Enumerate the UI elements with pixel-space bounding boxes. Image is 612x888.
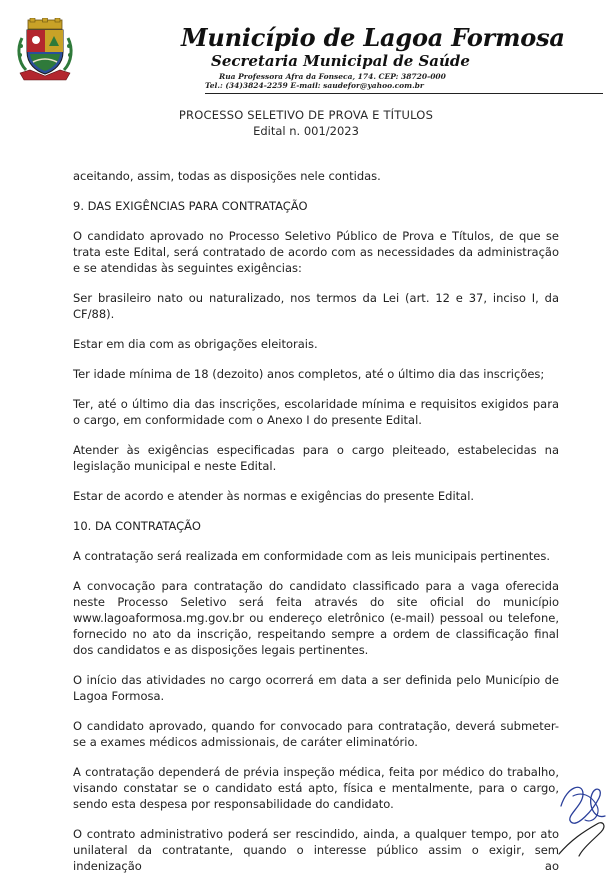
document-body: [73, 168, 559, 888]
signature-initials-icon: [553, 776, 611, 860]
section-10-paragraph-5: A contratação dependerá de prévia inspeção médica, feita por médico do trabalho, visando constatar se o candidato está apto, física e mentalmente, para o cargo, sendo esta despesa por responsabilidade do candidato.: [73, 765, 559, 811]
paragraph-intro: aceitando, assim, todas as disposições nele contidas.: [73, 169, 381, 183]
notice-title: PROCESSO SELETIVO DE PROVA E TÍTULOS: [178, 108, 434, 122]
section-9-heading: 9. DAS EXIGÊNCIAS PARA CONTRATAÇÃO: [73, 199, 308, 213]
section-10-paragraph-3: O início das atividades no cargo ocorrerá em data a ser definida pelo Município de Lagoa Formosa.: [73, 673, 559, 703]
header-contact: Tel.: (34)3824-2259 E-mail: saudefor@yahoo.com.br: [205, 81, 424, 90]
municipal-crest-icon: [16, 18, 74, 82]
header-divider: [205, 93, 603, 94]
header-subtitle: Secretaria Municipal de Saúde: [211, 52, 470, 70]
notice-edital-number: Edital n. 001/2023: [253, 124, 359, 138]
section-10-paragraph-6: O contrato administrativo poderá ser rescindido, ainda, a qualquer tempo, por ato unilateral da contratante, quando o interesse público assim o exigir, sem indenização ao: [73, 827, 559, 873]
section-9-paragraph-7: Estar de acordo e atender às normas e exigências do presente Edital.: [73, 489, 475, 503]
section-9-paragraph-6: Atender às exigências especificadas para o cargo pleiteado, estabelecidas na legislação municipal e neste Edital.: [73, 443, 559, 473]
header-address: Rua Professora Afra da Fonseca, 174. CEP: 38720-000: [219, 72, 446, 81]
section-9-paragraph-4: Ter idade mínima de 18 (dezoito) anos completos, até o último dia das inscrições;: [73, 367, 545, 381]
section-9-paragraph-3: Estar em dia com as obrigações eleitorais.: [73, 337, 318, 351]
section-10-paragraph-2: A convocação para contratação do candidato classificado para a vaga oferecida neste Processo Seletivo será feita através do site oficial do município www.lagoaformosa.mg.gov.br ou endereço eletrônico (e-mail) pessoal ou telefone, fornecido no ato da inscrição, respeitando sempre a ordem de classificação final dos candidatos e as disposições legais pertinentes.: [73, 579, 559, 657]
section-10-heading: 10. DA CONTRATAÇÃO: [73, 519, 201, 533]
section-9-paragraph-5: Ter, até o último dia das inscrições, escolaridade mínima e requisitos exigidos para o cargo, em conformidade com o Anexo I do presente Edital.: [73, 397, 559, 427]
section-9-paragraph-1: O candidato aprovado no Processo Seletivo Público de Prova e Títulos, de que se trata este Edital, será contratado de acordo com as necessidades da administração e se atendidas às seguintes exigências:: [73, 229, 559, 275]
section-10-paragraph-1: A contratação será realizada em conformidade com as leis municipais pertinentes.: [73, 549, 551, 563]
section-9-paragraph-2: Ser brasileiro nato ou naturalizado, nos termos da Lei (art. 12 e 37, inciso I, da CF/88).: [73, 291, 559, 321]
section-10-paragraph-4: O candidato aprovado, quando for convocado para contratação, deverá submeter- se a exames médicos admissionais, de caráter eliminatório.: [73, 719, 559, 749]
header-title: Município de Lagoa Formosa: [181, 23, 565, 52]
